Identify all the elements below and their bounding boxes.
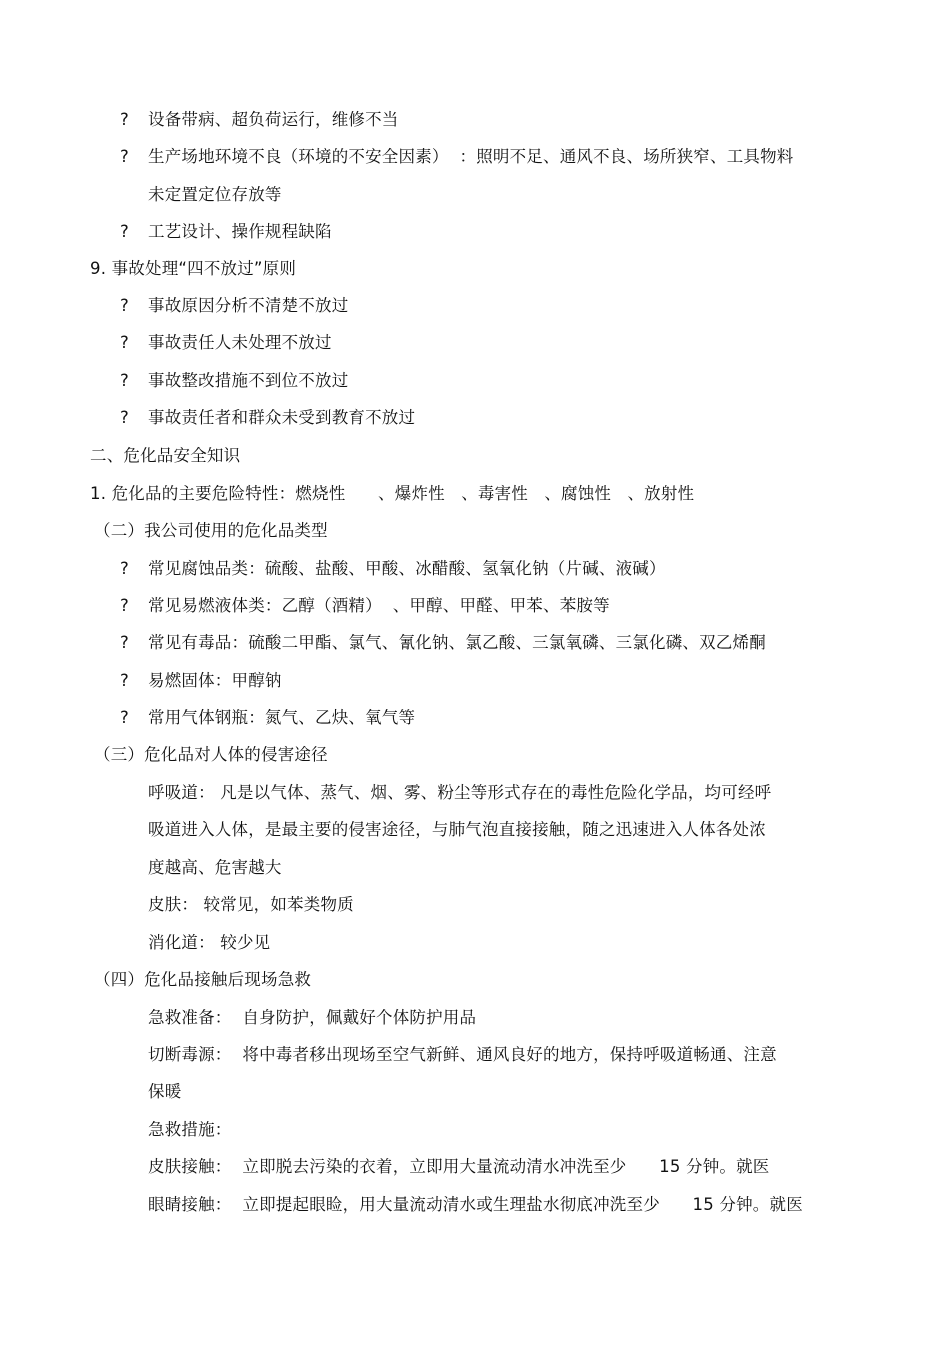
section-heading: 二、危化品安全知识: [90, 446, 241, 465]
line-text: 设备带病、超负荷运行，维修不当: [148, 110, 399, 129]
line-text: 工艺设计、操作规程缺陷: [148, 222, 332, 241]
list-item: [120, 632, 766, 654]
list-item: [120, 332, 332, 354]
bullet-marker: ?: [120, 671, 129, 690]
line-text: 常见有毒品：硫酸二甲酯、氯气、氰化钠、氯乙酸、三氯氧磷、三氯化磷、双乙烯酮: [148, 633, 766, 652]
section-heading: 1. 危化品的主要危险特性：燃烧性 、爆炸性 、毒害性 、腐蚀性 、放射性: [90, 484, 695, 503]
line-text: 事故整改措施不到位不放过: [148, 371, 349, 390]
section-heading: 9. 事故处理“四不放过”原则: [90, 259, 297, 278]
line-text: 易燃固体：甲醇钠: [148, 671, 282, 690]
paragraph-line: 度越高、危害越大: [148, 858, 282, 877]
paragraph-line: 保暖: [148, 1082, 182, 1101]
list-item: [120, 221, 332, 243]
subsection-heading: （三）危化品对人体的侵害途径: [94, 745, 328, 764]
paragraph-line: 皮肤接触： 立即脱去污染的衣着，立即用大量流动清水冲洗至少 15 分钟。就医: [148, 1157, 770, 1176]
list-item: [120, 146, 794, 168]
list-item: [120, 595, 610, 617]
list-item: [120, 295, 348, 317]
subsection-heading: （二）我公司使用的危化品类型: [94, 521, 328, 540]
list-item: [120, 109, 399, 131]
paragraph-line: 切断毒源： 将中毒者移出现场至空气新鲜、通风良好的地方，保持呼吸道畅通、注意: [148, 1045, 777, 1064]
bullet-marker: ?: [120, 296, 129, 315]
line-text: 事故责任者和群众未受到教育不放过: [148, 408, 416, 427]
bullet-marker: ?: [120, 110, 129, 129]
list-item: [120, 558, 666, 580]
paragraph-line: 消化道： 较少见: [148, 933, 271, 952]
line-text: 常见易燃液体类：乙醇（酒精） 、甲醇、甲醛、甲苯、苯胺等: [148, 596, 610, 615]
bullet-marker: ?: [120, 559, 129, 578]
bullet-marker: ?: [120, 708, 129, 727]
subsection-heading: （四）危化品接触后现场急救: [94, 970, 312, 989]
paragraph-line: 眼睛接触： 立即提起眼睑，用大量流动清水或生理盐水彻底冲洗至少 15 分钟。就医: [148, 1195, 803, 1214]
continuation-line: 未定置定位存放等: [148, 185, 282, 204]
bullet-marker: ?: [120, 147, 129, 166]
paragraph-line: 皮肤： 较常见，如苯类物质: [148, 895, 354, 914]
paragraph-line: 吸道进入人体，是最主要的侵害途径，与肺气泡直接接触，随之迅速进入人体各处浓: [148, 820, 766, 839]
list-item: [120, 370, 348, 392]
line-text: 事故责任人未处理不放过: [148, 333, 332, 352]
list-item: [120, 407, 415, 429]
bullet-marker: ?: [120, 633, 129, 652]
bullet-marker: ?: [120, 408, 129, 427]
list-item: [120, 670, 282, 692]
line-text: 常见腐蚀品类：硫酸、盐酸、甲酸、冰醋酸、氢氧化钠（片碱、液碱）: [148, 559, 666, 578]
bullet-marker: ?: [120, 596, 129, 615]
list-item: [120, 707, 415, 729]
paragraph-line: 急救准备： 自身防护，佩戴好个体防护用品: [148, 1008, 477, 1027]
bullet-marker: ?: [120, 222, 129, 241]
bullet-marker: ?: [120, 371, 129, 390]
line-text: 常用气体钢瓶：氮气、乙炔、氧气等: [148, 708, 416, 727]
bullet-marker: ?: [120, 333, 129, 352]
paragraph-line: 呼吸道： 凡是以气体、蒸气、烟、雾、粉尘等形式存在的毒性危险化学品，均可经呼: [148, 783, 772, 802]
line-text: 生产场地环境不良（环境的不安全因素） ：照明不足、通风不良、场所狭窄、工具物料: [148, 147, 794, 166]
line-text: 事故原因分析不清楚不放过: [148, 296, 349, 315]
paragraph-line: 急救措施：: [148, 1120, 232, 1139]
